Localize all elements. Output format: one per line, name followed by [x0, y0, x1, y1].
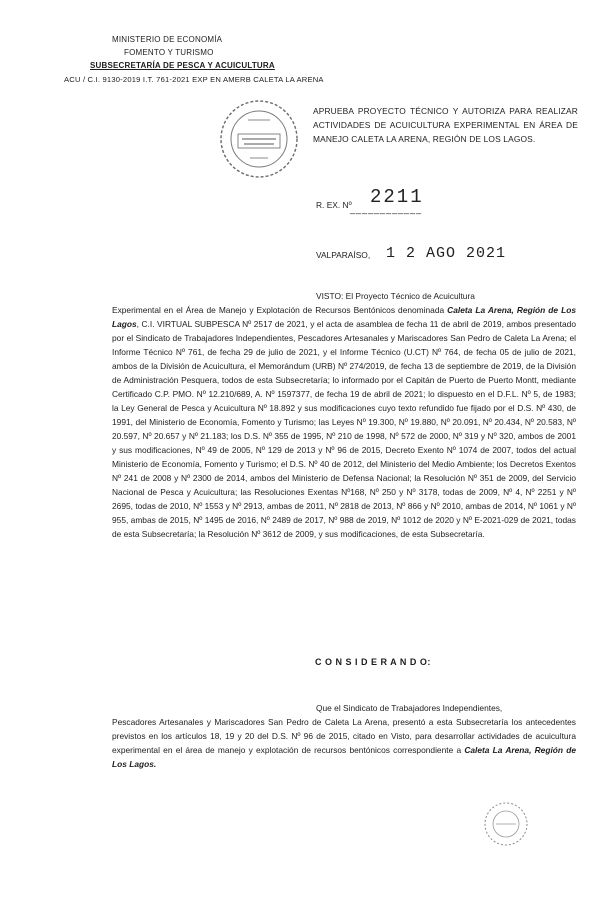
- resolution-summary: APRUEBA PROYECTO TÉCNICO Y AUTORIZA PARA REALIZAR ACTIVIDADES DE ACUICULTURA EXPERIMENTAL EN ÁREA DE MANEJO CALETA LA ARENA, REGIÓN DE LOS LAGOS.: [313, 106, 578, 144]
- ministry-subtitle: FOMENTO Y TURISMO: [124, 48, 214, 57]
- considerando-body: [112, 715, 576, 771]
- resolution-date: 1 2 AGO 2021: [386, 245, 507, 262]
- file-reference: ACU / C.I. 9130-2019 I.T. 761-2021 EXP EN AMERB CALETA LA ARENA: [64, 75, 324, 84]
- considerando-lead: Que el Sindicato de Trabajadores Independientes,: [316, 703, 503, 713]
- visto-text-a: Experimental en el Área de Manejo y Explotación de Recursos Bentónicos denominada: [112, 305, 448, 315]
- considerando-heading: C O N S I D E R A N D O:: [315, 657, 431, 667]
- visto-body: [112, 303, 576, 541]
- resolution-number: 2211: [370, 186, 424, 208]
- undersecretariat-name: SUBSECRETARÍA DE PESCA Y ACUICULTURA: [90, 61, 275, 70]
- considerando-text: Pescadores Artesanales y Mariscadores San Pedro de Caleta La Arena, presentó a esta Subsecretaría los antecedentes previstos en los artículos 18, 19 y 20 del D.S. Nº 96 de 2015, citado en Visto, para desarrollar actividades de acuicultura experimental en el área de manejo y explotación de recursos bentónicos correspondiente a: [112, 717, 576, 755]
- visto-text-b: , C.I. VIRTUAL SUBPESCA Nº 2517 de 2021, y el acta de asamblea de fecha 11 de abril de 2019, ambos presentado por el Sindicato de Trabajadores Independientes, Pescadores Artesanales y Mariscadores San Pedro de Caleta La Arena; el Informe Técnico Nº 761, de fecha 29 de julio de 2021, y el Informe Técnico (U.CT) Nº 764, de fecha 05 de julio de 2021, ambos de la División de Acuicultura, el Memorándum (URB) Nº 274/2019, de fecha 13 de septiembre de 2019, de la División de Administración Pesquera, todos de esta Subsecretaría; lo informado por el Capitán de Puerto de Puerto Montt, mediante Certificado C.P. PMO. Nº 12.210/689, A. Nº 1597377, de fecha 19 de abril de 2021; lo dispuesto en el D.F.L. Nº 5, de 1983; la Ley General de Pesca y Acuicultura Nº 18.892 y sus modificaciones cuyo texto refundido fue fijado por el D.S. Nº 430, de 1991, del Ministerio de Economía, Fomento y Turismo; las Leyes Nº 19.300, Nº 19.880, Nº 20.091, Nº 20.434, Nº 20.583, Nº 20.597, Nº 20.657 y Nº 21.183; los D.S. Nº 355 de 1995, Nº 210 de 1998, Nº 572 de 2000, Nº 319 y Nº 320, ambos de 2001 y sus modificaciones, Nº 49 de 2005, Nº 129 de 2013 y Nº 96 de 2015, Decreto Exento Nº 1074 de 2007, todos del actual Ministerio de Economía, Fomento y Turismo; el D.S. Nº 40 de 2012, del Ministerio del Medio Ambiente; los Decretos Exentos Nº 241 de 2008 y Nº 2300 de 2014, ambos del Ministerio de Defensa Nacional; la Resolución Nº 351 de 2009, del Servicio Nacional de Pesca y Acuicultura; las Resoluciones Exentas Nº168, Nº 250 y Nº 3178, todas de 2009, Nº 4, Nº 2251 y Nº 2695, todas de 2010, Nº 1553 y Nº 2913, ambas de 2011, Nº 2818 de 2013, Nº 866 y Nº 2010, ambas de 2014, Nº 1061 y Nº 955, ambas de 2015, Nº 1495 de 2016, Nº 2489 de 2017, Nº 988 de 2019, Nº 1012 de 2020 y Nº E-2021-029 de 2021, todas de esta Subsecretaría; la Resolución Nº 3612 de 2009, y sus modificaciones, de esta Subsecretaría.: [112, 319, 576, 539]
- resolution-underline: ____________: [350, 204, 423, 214]
- official-seal-icon: [218, 98, 300, 180]
- visto-area-name: Caleta La Arena, Región de Los Lagos: [112, 305, 576, 329]
- resolution-label: R. EX. Nº: [316, 200, 352, 210]
- page-stamp-icon: [482, 800, 530, 848]
- ministry-name: MINISTERIO DE ECONOMÍA: [112, 35, 223, 44]
- considerando-area-name: Caleta La Arena, Región de Los Lagos.: [112, 745, 576, 769]
- place-label: VALPARAÍSO,: [316, 250, 371, 260]
- visto-lead: VISTO: El Proyecto Técnico de Acuicultura: [316, 291, 475, 301]
